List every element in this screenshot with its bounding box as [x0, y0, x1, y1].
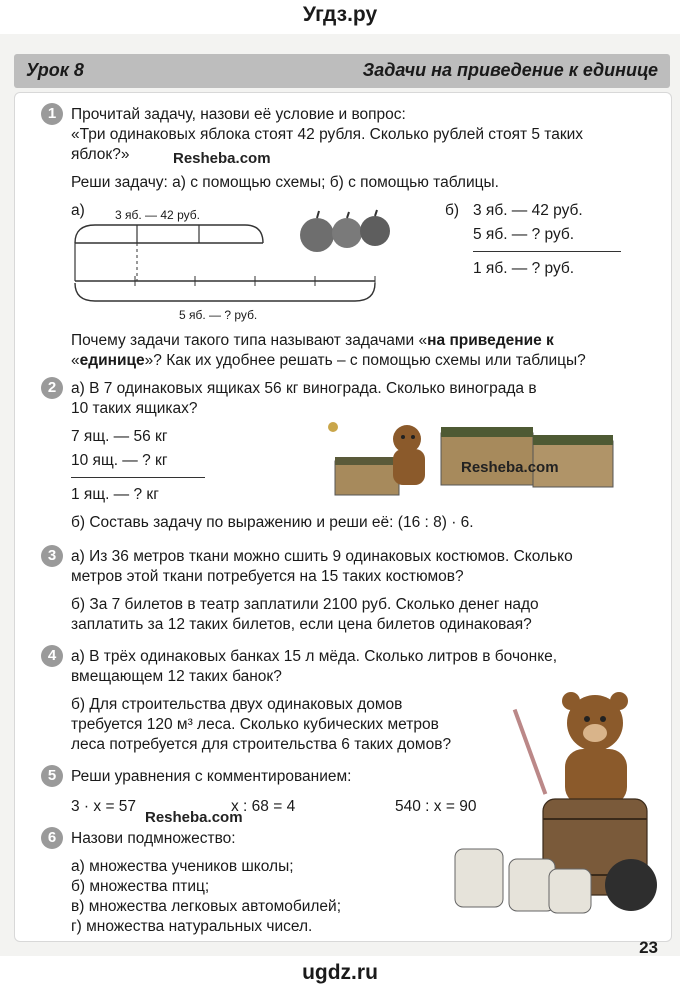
table-label: б) [445, 202, 460, 219]
textbook-page [0, 34, 680, 956]
scheme-label: а) [71, 202, 85, 219]
task-text: Реши задачу: а) с помощью схемы; б) с помощью таблицы. [71, 174, 499, 191]
question-text: Почему задачи такого типа называют задачами « [71, 332, 428, 349]
task-text: б) За 7 билетов в театр заплатили 2100 руб. Сколько денег надо [71, 596, 539, 613]
table-row: 3 яб. — 42 руб. [473, 202, 583, 219]
table-row: 7 ящ. — 56 кг [71, 428, 168, 445]
table-divider [473, 251, 621, 252]
table-row: 1 ящ. — ? кг [71, 486, 159, 503]
task-text: заплатить за 12 таких билетов, если цена билетов одинаковая? [71, 616, 532, 633]
task-text: а) Из 36 метров ткани можно сшить 9 одинаковых костюмов. Сколько [71, 548, 573, 565]
apples-illustration [297, 205, 397, 255]
task-text: а) В трёх одинаковых банках 15 л мёда. Сколько литров в бочонке, [71, 648, 558, 665]
lesson-title: Задачи на приведение к единице [362, 60, 658, 80]
table-row: 5 яб. — ? руб. [473, 226, 575, 243]
task-text: вмещающем 12 таких банок? [71, 668, 282, 685]
task-number-badge: 5 [41, 765, 63, 787]
task-text: в) множества легковых автомобилей; [71, 898, 342, 915]
task-text: Прочитай задачу, назови её условие и вопрос: [71, 106, 406, 123]
table-row: 1 яб. — ? руб. [473, 260, 575, 277]
task-number-badge: 2 [41, 377, 63, 399]
task-text [71, 331, 554, 351]
table-row: 10 ящ. — ? кг [71, 452, 168, 469]
question-text: »? Как их удобнее решать – с помощью схемы или таблицы? [144, 352, 586, 369]
scheme-bottom-label: 5 яб. — ? руб. [179, 308, 258, 322]
task-text: а) В 7 одинаковых ящиках 56 кг винограда. Сколько винограда в [71, 380, 537, 397]
task-text: «единице»? Как их удобнее решать – с помощью схемы или таблицы? [71, 352, 586, 369]
task-text: г) множества натуральных чисел. [71, 918, 313, 935]
content-panel [14, 92, 672, 942]
site-header[interactable]: Угдз.ру [302, 3, 378, 26]
task-text: требуется 120 м³ леса. Сколько кубических метров [71, 716, 439, 733]
watermark: Resheba.com [461, 459, 559, 476]
task-number-badge: 6 [41, 827, 63, 849]
task-number-badge: 1 [41, 103, 63, 125]
question-bold: единице [79, 352, 145, 369]
task-text: б) Составь задачу по выражению и реши её: (16 : 8) · 6. [71, 514, 474, 531]
task-number-badge: 4 [41, 645, 63, 667]
task-text: метров этой ткани потребуется на 15 таких костюмов? [71, 568, 464, 585]
page-number: 23 [639, 938, 658, 957]
equation: 3 · x = 57 [71, 798, 137, 815]
task-text: б) множества птиц; [71, 878, 210, 895]
scheme-top-label: 3 яб. — 42 руб. [115, 208, 200, 222]
task-text: а) множества учеников школы; [71, 858, 294, 875]
equation: x : 68 = 4 [231, 798, 296, 815]
task-text: «Три одинаковых яблока стоят 42 рубля. Сколько рублей стоят 5 таких [71, 126, 584, 143]
site-footer[interactable]: ugdz.ru [302, 961, 378, 984]
bear-crates-illustration [321, 413, 641, 503]
task-number-badge: 3 [41, 545, 63, 567]
watermark: Resheba.com [173, 150, 271, 167]
equation: 540 : x = 90 [395, 798, 477, 815]
watermark: Resheba.com [145, 809, 243, 826]
table-divider [71, 477, 205, 478]
task-text: Реши уравнения с комментированием: [71, 768, 352, 785]
bear-honey-illustration [499, 689, 659, 939]
task-text: леса потребуется для строительства 6 таких домов? [71, 736, 452, 753]
task-text: б) Для строительства двух одинаковых домов [71, 696, 403, 713]
task-text: Назови подмножество: [71, 830, 236, 847]
lesson-number: Урок 8 [26, 60, 84, 80]
lesson-header [14, 54, 670, 88]
question-bold: на приведение к [427, 332, 554, 349]
task-text: яблок?» [71, 146, 130, 163]
task-text: 10 таких ящиках? [71, 400, 198, 417]
